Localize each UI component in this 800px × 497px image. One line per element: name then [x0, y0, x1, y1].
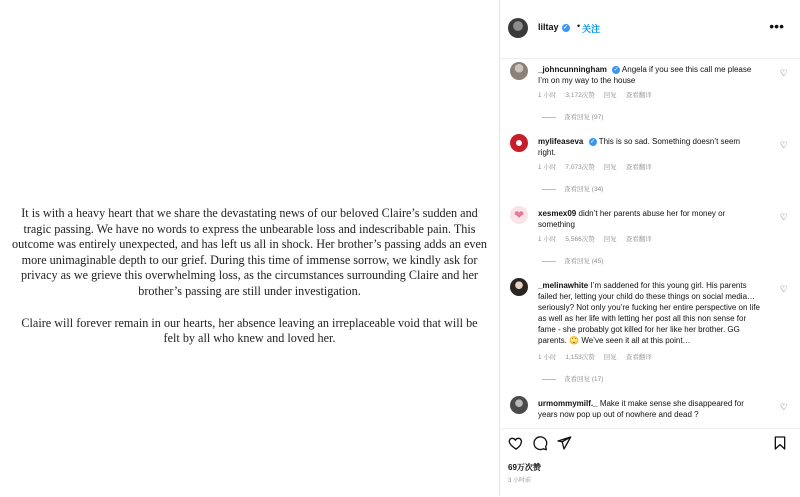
- comment-likes[interactable]: 1,153次赞: [565, 354, 595, 361]
- verified-icon: ✓: [613, 66, 619, 73]
- more-options-icon[interactable]: •••: [769, 18, 784, 34]
- post-header: [500, 0, 800, 59]
- post-like-count[interactable]: 69万次赞: [508, 463, 541, 472]
- translate-button[interactable]: 查看翻译: [625, 236, 652, 243]
- comment-time: 1 小时: [538, 164, 557, 171]
- avatar[interactable]: [510, 396, 528, 414]
- comment-icon[interactable]: [532, 435, 548, 451]
- comment-meta: [538, 162, 661, 171]
- comment-body: [538, 398, 760, 420]
- comment-time: 1 小时: [538, 92, 557, 99]
- like-comment-icon[interactable]: ♡: [779, 284, 788, 294]
- view-replies-button[interactable]: 查看回复 (17): [542, 374, 603, 383]
- comment-meta: [538, 90, 661, 99]
- like-comment-icon[interactable]: ♡: [779, 212, 788, 222]
- reply-button[interactable]: 回复: [603, 354, 617, 361]
- comment-time: 1 小时: [538, 354, 557, 361]
- post-paragraph-1: It is with a heavy heart that we share the devastating news of our beloved Claire’s sudden and tragic passing. We have no words to express the unbearable loss and indescribable pain. This outcome was entirely unexpected, and has left us all in shock. Her brother’s passing adds an even more unimaginable depth to our grief. During this time of immense sorrow, we kindly ask for privacy as we grieve this overwhelming loss, as the circumstances surrounding Claire and her brother’s passing are still under investigation.: [12, 206, 487, 298]
- comment-text: This is so sad. Something doesn’t seem right.: [538, 137, 741, 157]
- view-replies-button[interactable]: 查看回复 (97): [542, 112, 603, 121]
- action-bar: [500, 428, 800, 497]
- post-caption-image-text: [12, 206, 487, 363]
- comment-text: Angela if you see this call me please I’m on my way to the house: [538, 65, 752, 85]
- comment-username[interactable]: mylifeaseva: [538, 137, 584, 146]
- comment-body: [538, 208, 760, 230]
- avatar[interactable]: [510, 134, 528, 152]
- avatar[interactable]: [510, 278, 528, 296]
- comment-time: 1 小时: [538, 236, 557, 243]
- comment-username[interactable]: urmommymilf._: [538, 399, 598, 408]
- header-username[interactable]: [538, 22, 570, 32]
- comment-meta: [538, 352, 661, 361]
- comment-text: I’m saddened for this young girl. His parents failed her, letting your child do these things on social media… seriously? Not only you’re fucking her entire perspective on life as well as her life with letting her post all this non sense for fame - she probably got killed for her like her brother. GG parents. 🙄 We’ve seen it all at this point…: [538, 281, 760, 345]
- comment-username[interactable]: xesmex09: [538, 209, 577, 218]
- reply-button[interactable]: 回复: [603, 236, 617, 243]
- translate-button[interactable]: 查看翻译: [625, 164, 652, 171]
- comment-likes[interactable]: 3,172次赞: [565, 92, 595, 99]
- comment-text: didn’t her parents abuse her for money or something: [538, 209, 726, 229]
- avatar[interactable]: [510, 62, 528, 80]
- comment-likes[interactable]: 5,566次赞: [565, 236, 595, 243]
- comment-text: Make it make sense she disappeared for years now pop up out of nowhere and dead ?: [538, 399, 744, 419]
- follow-button[interactable]: 关注: [582, 24, 601, 34]
- like-comment-icon[interactable]: ♡: [779, 402, 788, 412]
- translate-button[interactable]: 查看翻译: [625, 354, 652, 361]
- comment-meta: [538, 234, 661, 243]
- header-separator: •: [577, 21, 581, 31]
- post-paragraph-2: Claire will forever remain in our hearts, her absence leaving an irreplaceable void that will be felt by all who knew and loved her.: [21, 315, 478, 346]
- translate-button[interactable]: 查看翻译: [625, 92, 652, 99]
- comment-likes[interactable]: 7,073次赞: [565, 164, 595, 171]
- reply-button[interactable]: 回复: [603, 92, 617, 99]
- avatar[interactable]: [508, 18, 528, 38]
- heart-avatar-icon[interactable]: ❤: [510, 206, 528, 224]
- post-timestamp: 3 小时前: [508, 478, 532, 484]
- comments-panel: [500, 0, 800, 496]
- verified-icon: ✓: [563, 24, 569, 31]
- bookmark-icon[interactable]: [772, 435, 788, 451]
- like-comment-icon[interactable]: ♡: [779, 140, 788, 150]
- like-comment-icon[interactable]: ♡: [779, 68, 788, 78]
- heart-icon[interactable]: [508, 435, 524, 451]
- username-text[interactable]: liltay: [538, 22, 559, 32]
- comment-body: [538, 64, 760, 86]
- comment-username[interactable]: _johncunningham: [538, 65, 607, 74]
- share-icon[interactable]: [556, 435, 572, 451]
- view-replies-button[interactable]: 查看回复 (34): [542, 184, 603, 193]
- comment-body: [538, 136, 760, 158]
- comment-body: [538, 280, 760, 346]
- view-replies-button[interactable]: 查看回复 (45): [542, 256, 603, 265]
- comment-username[interactable]: _melinawhite: [538, 281, 589, 290]
- verified-icon: ✓: [590, 138, 596, 145]
- reply-button[interactable]: 回复: [603, 164, 617, 171]
